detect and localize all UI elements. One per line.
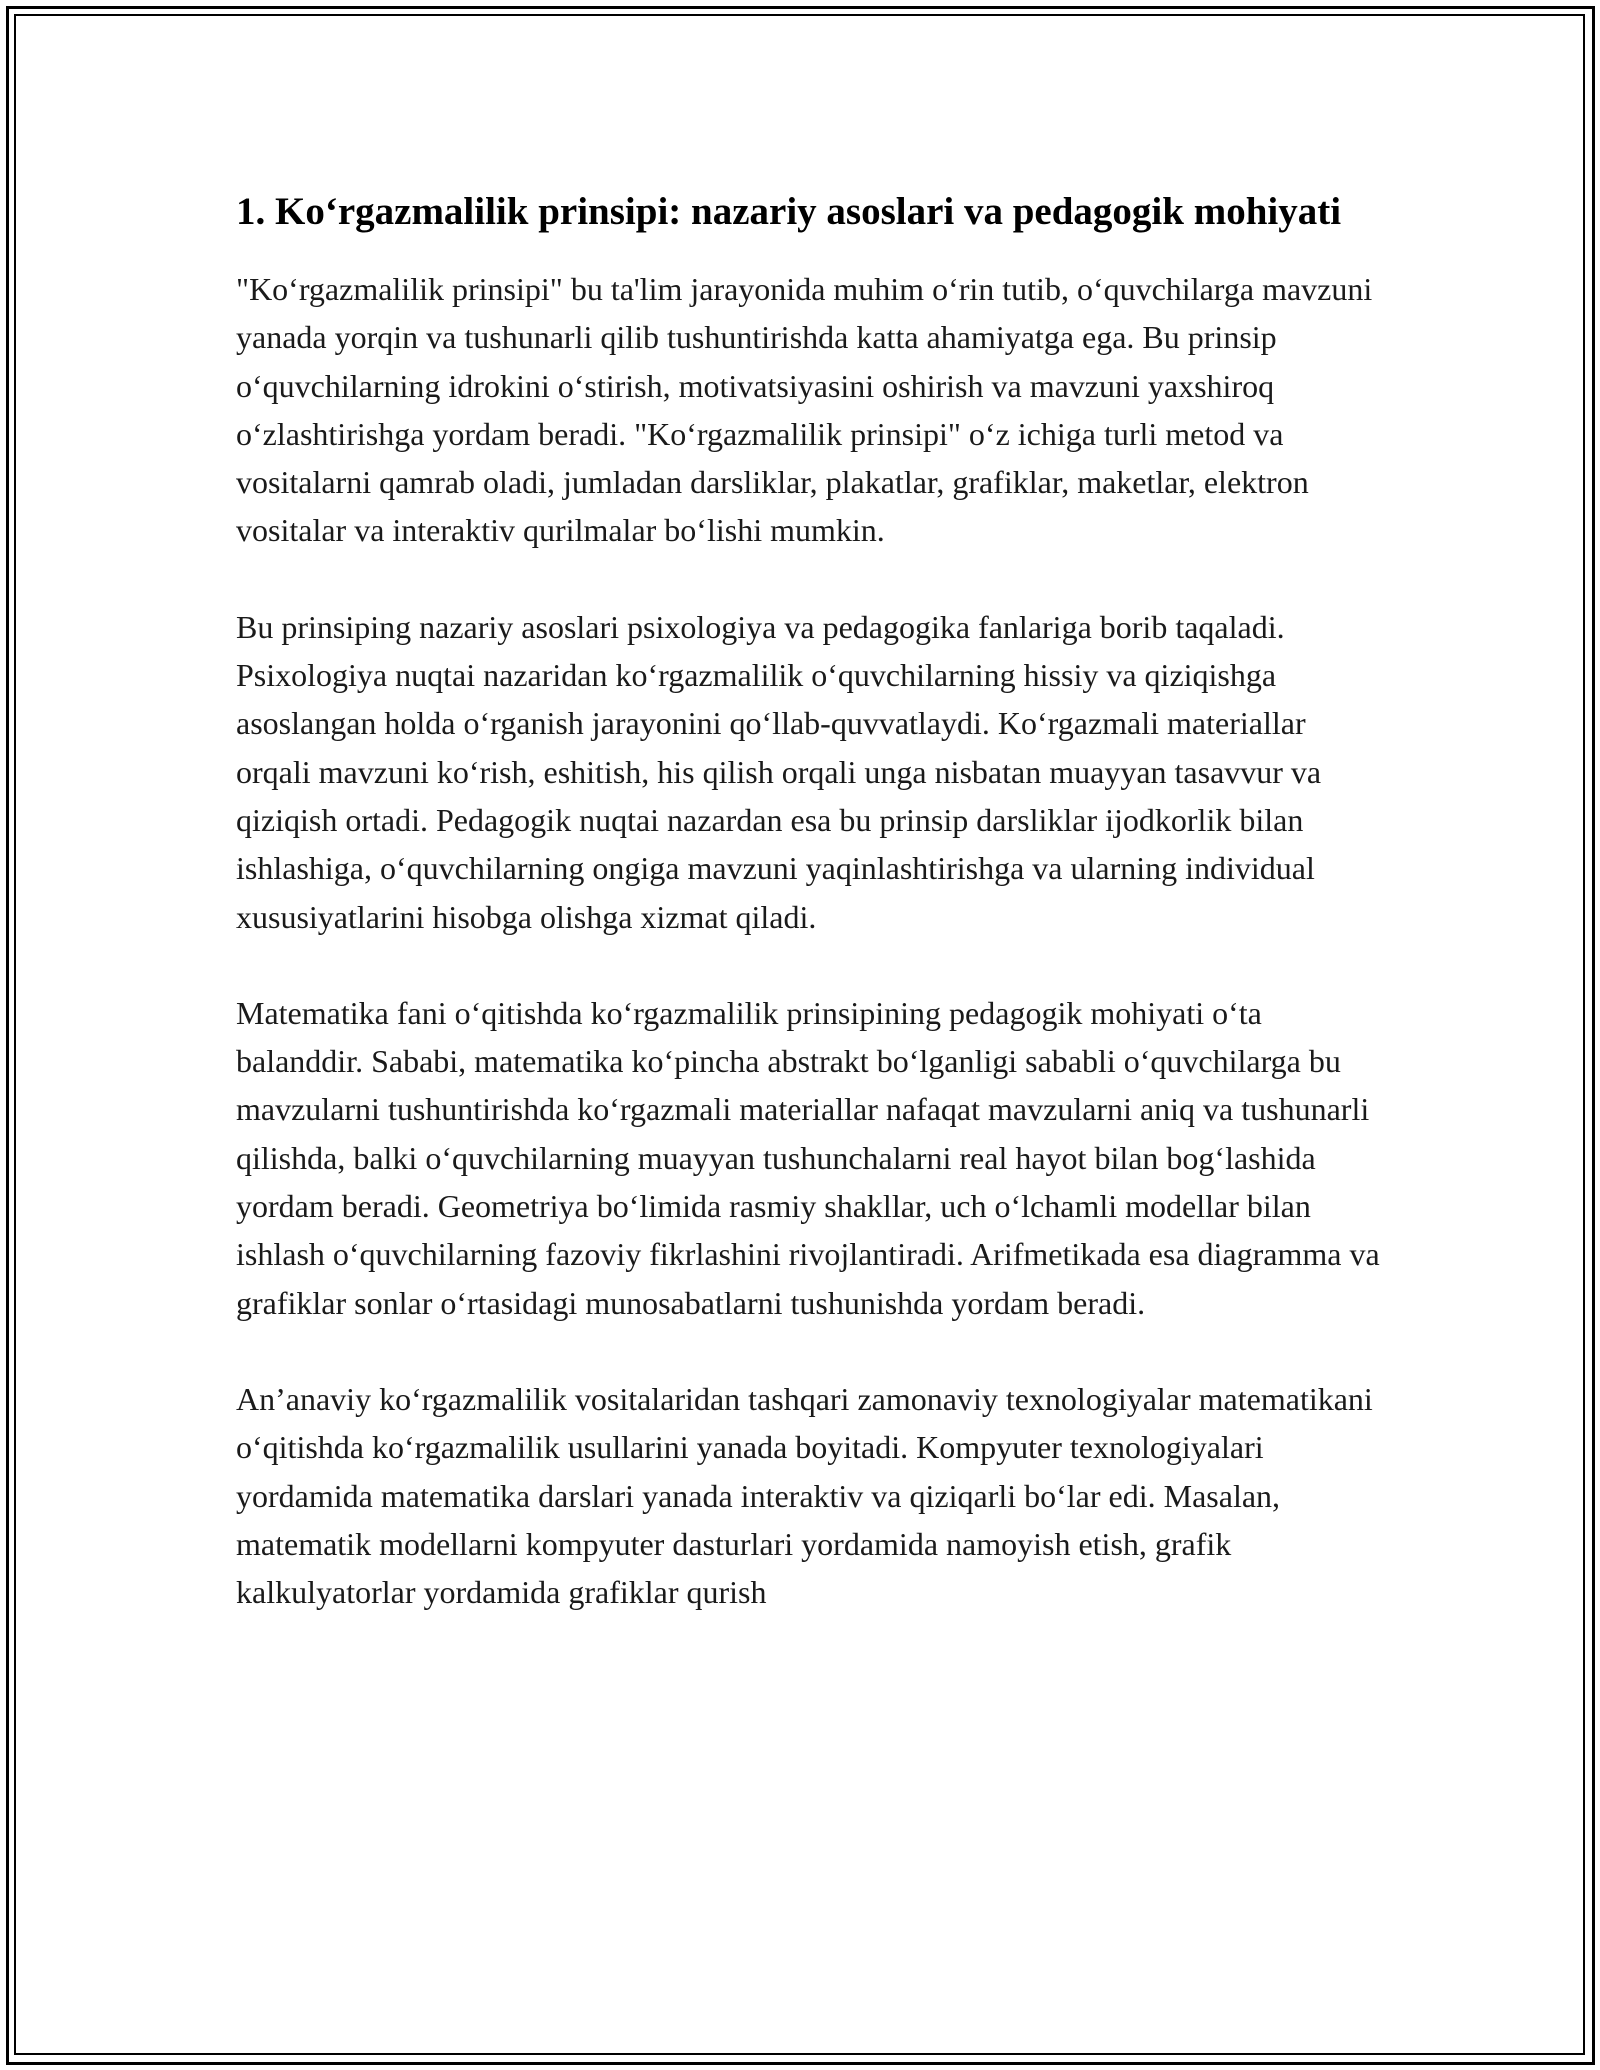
- paragraph-1: "Ko‘rgazmalilik prinsipi" bu ta'lim jarayonida muhim o‘rin tutib, o‘quvchilarga mavzuni yanada yorqin va tushunarli qilib tushuntirishda katta ahamiyatga ega. Bu prinsip o‘quvchilarning idrokini o‘stirish, motivatsiyasini oshirish va mavzuni yaxshiroq o‘zlashtirishga yordam beradi. "Ko‘rgazmalilik prinsipi" o‘z ichiga turli metod va vositalarni qamrab oladi, jumladan darsliklar, plakatlar, grafiklar, maketlar, elektron vositalar va interaktiv qurilmalar bo‘lishi mumkin.: [236, 271, 1373, 549]
- section-heading: 1. Ko‘rgazmalilik prinsipi: nazariy asoslari va pedagogik mohiyati: [236, 190, 1342, 233]
- paragraph-2: Bu prinsiping nazariy asoslari psixologiya va pedagogika fanlariga borib taqaladi. Psixologiya nuqtai nazaridan ko‘rgazmalilik o‘quvchilarning hissiy va qiziqishga asoslangan holda o‘rganish jarayonini qo‘llab-quvvatlaydi. Ko‘rgazmali materiallar orqali mavzuni ko‘rish, eshitish, his qilish orqali unga nisbatan muayyan tasavvur va qiziqish ortadi. Pedagogik nuqtai nazardan esa bu prinsip darsliklar ijodkorlik bilan ishlashiga, o‘quvchilarning ongiga mavzuni yaqinlashtirishga va ularning individual xususiyatlarini hisobga olishga xizmat qiladi.: [236, 608, 1322, 935]
- document-body: [236, 184, 1386, 1616]
- paragraph-4: An’anaviy ko‘rgazmalilik vositalaridan tashqari zamonaviy texnologiyalar matematikani o‘qitishda ko‘rgazmalilik usullarini yanada boyitadi. Kompyuter texnologiyalari yordamida matematika darslari yanada interaktiv va qiziqarli bo‘lar edi. Masalan, matematik modellarni kompyuter dasturlari yordamida namoyish etish, grafik kalkulyatorlar yordamida grafiklar qurish: [236, 1380, 1373, 1611]
- paragraph-3: Matematika fani o‘qitishda ko‘rgazmalilik prinsipining pedagogik mohiyati o‘ta balanddir. Sababi, matematika ko‘pincha abstrakt bo‘lganligi sababli o‘quvchilarga bu mavzularni tushuntirishda ko‘rgazmali materiallar nafaqat mavzularni aniq va tushunarli qilishda, balki o‘quvchilarning muayyan tushunchalarni real hayot bilan bog‘lashida yordam beradi. Geometriya bo‘limida rasmiy shakllar, uch o‘lchamli modellar bilan ishlash o‘quvchilarning fazoviy fikrlashini rivojlantiradi. Arifmetikada esa diagramma va grafiklar sonlar o‘rtasidagi munosabatlarni tushunishda yordam beradi.: [236, 994, 1380, 1321]
